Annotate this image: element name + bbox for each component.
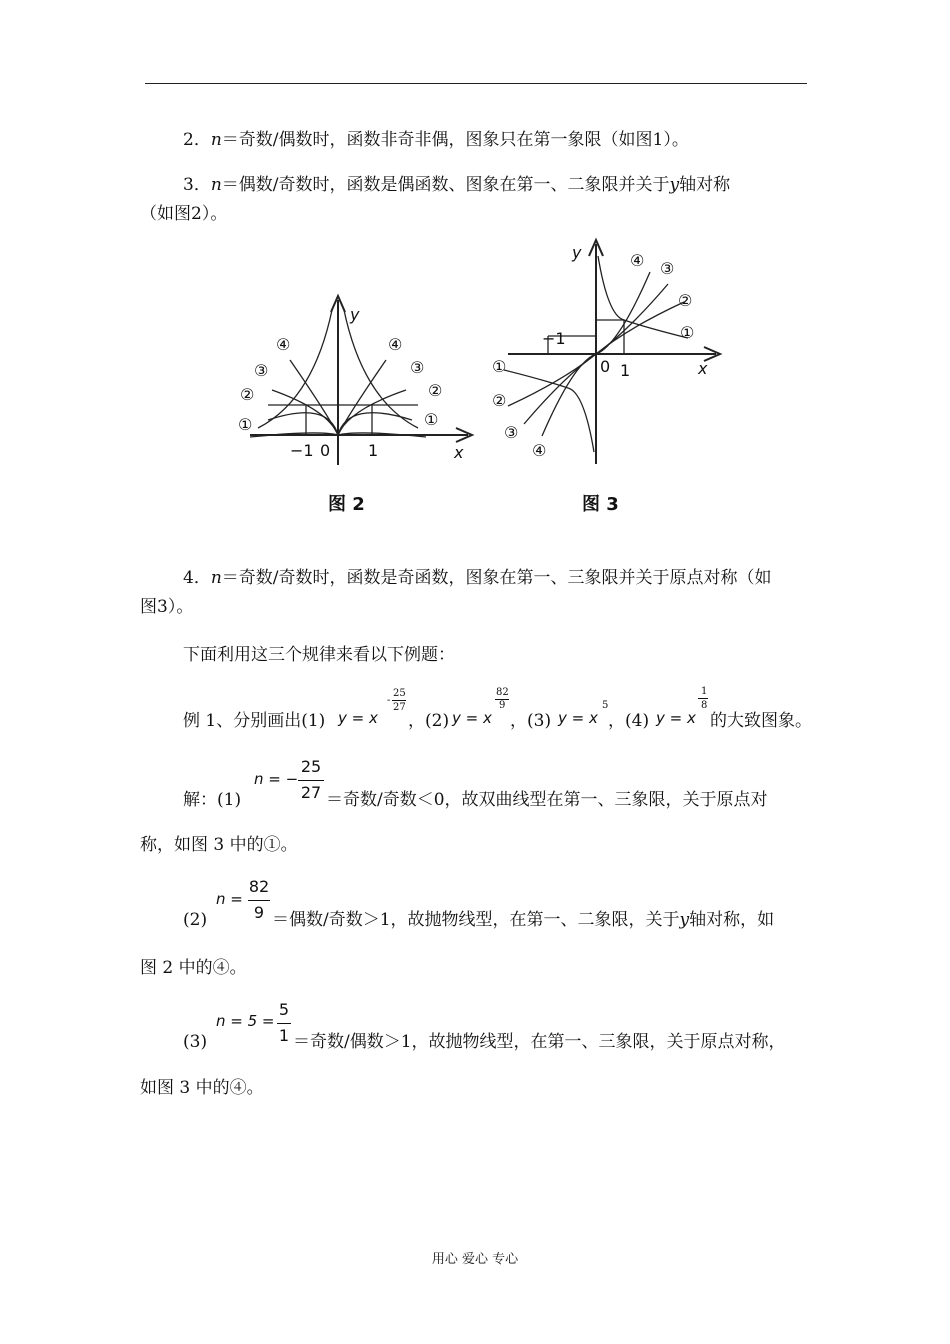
fig2-y-label: y	[350, 305, 360, 324]
sol-3-line2: 如图 3 中的④。	[140, 1078, 264, 1098]
fig2-mark-right-1: ①	[424, 410, 439, 429]
fig3-mark-top-4: ④	[630, 251, 645, 270]
example-exp-2-num: 82	[496, 687, 509, 698]
example-exp-1-bar	[392, 700, 406, 701]
figure-3	[488, 236, 728, 526]
sol-2-text-b: 轴对称，如	[689, 910, 775, 930]
example-expr-2: y = x	[452, 709, 492, 727]
fig2-tick-0: 0	[320, 441, 331, 460]
fig2-mark-left-2: ②	[240, 385, 255, 404]
example-exp-2-den: 9	[499, 700, 506, 711]
var-y: y	[669, 175, 680, 195]
para-3-number: 3．	[183, 175, 211, 195]
var-n: n	[210, 130, 222, 150]
para-3-text: ＝偶数/奇数时，函数是偶函数、图象在第一、二象限并关于	[221, 175, 670, 195]
fig3-caption: 图 3	[582, 494, 619, 515]
para-2	[183, 128, 689, 152]
sol-2-den: 9	[253, 903, 265, 922]
example-sep-2: ，(2)	[408, 711, 450, 731]
var-n: n	[210, 568, 222, 588]
para-3-text-end: 轴对称	[679, 175, 731, 195]
fig2-x-label: x	[454, 443, 464, 462]
fig2-curve-4-left-branch	[258, 310, 332, 428]
fig2-mark-right-4: ④	[388, 335, 403, 354]
fig3-tick-neg1: −1	[542, 329, 566, 348]
fig3-mark-left-3: ③	[504, 423, 519, 442]
para-4-text: ＝奇数/奇数时，函数是奇函数，图象在第一、三象限并关于原点对称（如	[221, 568, 772, 588]
fig3-mark-left-4: ④	[532, 441, 547, 460]
page-footer: 用心 爱心 专心	[431, 1252, 519, 1267]
sol-1-bar	[298, 780, 324, 781]
fig3-mark-top-1: ①	[680, 323, 695, 342]
sol-3-den: 1	[278, 1026, 290, 1045]
sol-2-line2: 图 2 中的④。	[140, 958, 247, 978]
sol-3-text: ＝奇数/偶数＞1，故抛物线型，在第一、三象限，关于原点对称，	[293, 1032, 786, 1052]
sol-2-lead: (2)	[183, 910, 208, 930]
sol-3-num: 5	[278, 1000, 290, 1019]
sol-1-lead: 解：(1)	[183, 790, 242, 810]
sol-2-bar	[248, 900, 270, 901]
fig3-mark-left-2: ②	[492, 391, 507, 410]
sol-1-line2: 称，如图 3 中的①。	[140, 835, 298, 855]
example-tail: 的大致图象。	[710, 711, 812, 731]
fig2-tick-1: 1	[368, 441, 379, 460]
fig2-mark-right-3: ③	[410, 358, 425, 377]
fig2-caption: 图 2	[328, 494, 365, 515]
sol-3-lead: (3)	[183, 1032, 208, 1052]
fig3-tick-0: 0	[600, 357, 611, 376]
sol-1-text: ＝奇数/奇数＜0，故双曲线型在第一、三象限，关于原点对	[326, 790, 768, 810]
header-rule	[145, 83, 807, 84]
example-expr-1: y = x	[338, 709, 378, 727]
fig3-curve-2-pos	[596, 302, 684, 354]
para-4-line2: 图3）。	[140, 597, 194, 617]
fig3-mark-left-1: ①	[492, 357, 507, 376]
example-exp-4-den: 8	[701, 700, 708, 711]
example-exp-3: 5	[602, 700, 609, 711]
example-exp-1-den: 27	[393, 702, 406, 713]
para-3-line2: （如图2）。	[140, 204, 228, 224]
para-2-text: ＝奇数/偶数时，函数非奇非偶，图象只在第一象限（如图1）。	[221, 130, 689, 150]
sol-2-text	[272, 908, 774, 932]
fig3-tick-1: 1	[620, 361, 631, 380]
sol-3-bar	[277, 1023, 291, 1024]
para-4-number: 4．	[183, 568, 211, 588]
sol-1-den: 27	[300, 783, 322, 802]
example-expr-4: y = x	[656, 709, 696, 727]
sol-2-n-eq: n =	[216, 890, 243, 908]
sol-2-num: 82	[248, 877, 270, 896]
sol-2-text-a: ＝偶数/奇数＞1，故抛物线型，在第一、二象限，关于	[272, 910, 680, 930]
fig3-axes	[508, 240, 720, 464]
var-y: y	[679, 910, 690, 930]
example-lead: 例 1、分别画出(1)	[183, 711, 326, 731]
fig3-x-label: x	[698, 359, 708, 378]
intro-line: 下面利用这三个规律来看以下例题：	[183, 645, 455, 665]
fig2-mark-left-3: ③	[254, 361, 269, 380]
fig3-curve-2-neg	[508, 354, 596, 406]
para-2-number: 2．	[183, 130, 211, 150]
sol-1-num: 25	[300, 757, 322, 776]
fig2-curve-4-right-branch	[344, 310, 418, 428]
example-exp-4-num: 1	[701, 686, 708, 697]
fig2-mark-left-1: ①	[238, 415, 253, 434]
para-4	[183, 566, 772, 590]
example-sep-4: ，(4)	[608, 711, 650, 731]
example-exp-1-sign: -	[387, 695, 391, 706]
figure-2	[228, 290, 478, 530]
example-sep-3: ，(3)	[510, 711, 552, 731]
fig2-mark-right-2: ②	[428, 381, 443, 400]
fig3-mark-top-3: ③	[660, 259, 675, 278]
fig3-y-label: y	[572, 243, 582, 262]
example-exp-1-num: 25	[393, 688, 406, 699]
fig2-mark-left-4: ④	[276, 335, 291, 354]
para-3	[183, 173, 730, 197]
sol-3-n-eq: n = 5 =	[216, 1012, 275, 1030]
sol-1-n-eq: n = −	[254, 770, 299, 788]
example-expr-3: y = x	[558, 709, 598, 727]
example-exp-4-bar	[698, 698, 708, 699]
fig3-mark-top-2: ②	[678, 291, 693, 310]
var-n: n	[210, 175, 222, 195]
fig2-tick-neg1: −1	[290, 441, 314, 460]
